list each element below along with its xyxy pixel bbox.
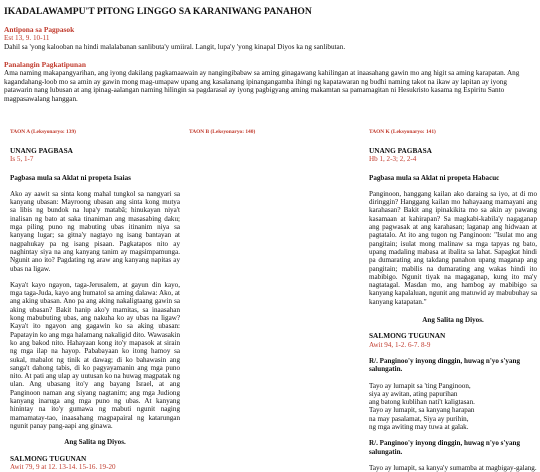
- reading-paragraph: Ako ay aawit sa sinta kong mahal tungkol sa nangyari sa kanyang ubasan: Mayroong ubasan ang sinta kong mutya sa libis ng bundok na lupa'y matabâ; hinukayan niya't inalisan ng bato at saka tinaniman ang masasabing daku; mga piling puno ng mabuting ubas itinanim niya sa kanyang lugar; sa gitna'y nagtayo ng isang bantayan at nagpahukay pa ng isang pisaan. Pagkatapos nito ay naghintay siya na ang kanyang tanim ay magsimpamunga. Ngunit ano ito? Pagdating ng araw ang kanyang napitas ay ubas na ligaw.: [10, 189, 180, 273]
- column-year-a: [10, 129, 180, 471]
- psalm-response: R/. Panginoo'y inyong dinggin, huwag n'yo s'yang salungatin.: [369, 356, 520, 374]
- collect-text: Ama naming makapangyarihan, ang iyong dakilang pagkamaawain ay nangingibabaw sa aming ginagawang kahilingan at inaasahang gawin mo ang higit sa aming karapatan. Ang kagandahang-loob mo sa amin ay gawin mong mag-umapaw upang ang kasalanang ipinangangamba ihingi ng kapatawaran ng budhi naming takot na ikaw ay lapitan ay iyong patawarin nang lubusan at ang ipinag-aalangan naming hilingin sa pagdarasal ay iyong pagbigyang aming makamtan sa pamamagitan ni Hesukristo kasama ng Espiritu Santo magpasawalang hanggan.: [4, 69, 520, 103]
- antiphon-reference: Est 13, 9. 10-11: [4, 34, 50, 42]
- year-label: TAON K (Leksyonaryo: 141): [369, 129, 436, 135]
- psalm-heading: SALMONG TUGUNAN: [369, 331, 446, 341]
- collect-heading: Panalangin Pagkatipunan: [4, 60, 86, 70]
- readings-columns: [4, 129, 537, 472]
- column-year-c: [369, 129, 537, 472]
- antiphon-text: Dahil sa 'yong kalooban na hindi malalabanan sanlibuta'y umiiral. Langit, lupa'y 'yong kinapal Diyos ka ng sanlibutan.: [4, 42, 346, 51]
- antiphon-heading: Antipona sa Pagpasok: [4, 25, 75, 34]
- psalm-reference: Awit 79, 9 at 12. 13-14. 15-16. 19-20: [10, 462, 116, 471]
- reading-subtitle: Pagbasa mula sa Aklat ni propeta Isaias: [10, 173, 131, 182]
- reading-paragraph: Kaya't kayo ngayon, taga-Jerusalem, at gayun din kayo, mga taga-Juda, kayo ang humatol sa aming dalawa: Ako, at ang aking ubasan. Ano pa ang aking nakaligtaang gawin sa aking ubasan? Bakit hanip ako'y mamitas, sa inaasahan kong mabubuting ubas, ang nakuha ko ay ubas na ligaw? Kaya't ito ngayon ang gagawin ko sa aking ubasan: Papatayin ko ang mga halamang nakaligid dito. Wawasakin ko ang bakod nito. Hahayaan kong ito'y mapasok at sirain ng mga ilap na hayop. Pababayaan ko itong hamoy sa sukal, mabalot ng tinik at dawag; di ko bahawasin ang sanga't dahong tabis, di ko pagyayamanin ang mga puno nito. At pati ang ulap ay uutusan ko na huwag magpatak ng ulan. Ang ubasang ito'y ang bayang Israel, at ang Panginoon naman ang siyang nagtanim; ang mga Judiong kanyang inaruga ang mga puno ng ubas. At kanyang hinintay na ito'y gumawa ng mabuti ngunit naging mamamatay-tao, inaasahang magpapairal ng katarungan ngunit panay pang-aapi ang ginawa.: [10, 280, 180, 430]
- reading-paragraph: Panginoon, hanggang kailan ako daraing sa iyo, at di mo diringgin? Hanggang kailan mo hahayaang mamayani ang karahasan? Bakit ang ipinakikita mo sa akin ay pawang kasamaan at kahirapan? Sa magkabi-kabila'y nagaganap ang pagwasak at ang karahasan; laganap ang hidwaan at pagtatalo. At ito ang tugon ng Panginoon: "Isulat mo ang pangitain; isulat mong malinaw sa mga tapyas ng bato, upang madaling mabasa at ibalita sa lahat. Sapagkat hindi pa dumarating ang takdang panahon upang maganap ang pangitain; mabilis na dumarating ang wakas hindi ito mabibigo. Ngunit tiyak na magaganap, kung ito ma'y nagtatagal. Masdan mo, ang hambog ay mabibigo sa kanyang kapalaluan, ngunit ang matuwid ay mabubuhay sa kanyang katapatan.": [369, 189, 537, 306]
- reading-reference: Hb 1, 2-3; 2, 2-4: [369, 155, 417, 164]
- reading-reference: Is 5, 1-7: [10, 155, 34, 164]
- acclamation: Ang Salita ng Diyos.: [422, 316, 484, 325]
- psalm-verse: Tayo ay lumapit sa 'ting Panginoon, siya ay awitan, ating papurihan ang batong kublihan nati't kaligtasan. Tayo ay lumapit, sa kanyang harapan na may pasalamat, Siya ay purihin, ng mga awiting may tuwa at galak.: [369, 381, 475, 432]
- year-label: TAON B (Leksyonaryo: 140): [189, 129, 256, 135]
- acclamation: Ang Salita ng Diyos.: [64, 438, 126, 447]
- column-year-b: [189, 129, 359, 136]
- year-label: TAON A (Leksyonaryo: 139): [10, 129, 76, 135]
- page-title: IKADALAWAMPU'T PITONG LINGGO SA KARANIWANG PANAHON: [4, 6, 312, 17]
- reading-heading: UNANG PAGBASA: [10, 146, 73, 155]
- reading-heading: UNANG PAGBASA: [369, 146, 432, 155]
- psalm-verse: Tayo ay lumapit, sa kanya'y sumamba at magbigay-galang.: [369, 463, 537, 472]
- reading-subtitle: Pagbasa mula sa Aklat ni propeta Habacuc: [369, 173, 500, 182]
- psalm-reference: Awit 94, 1-2. 6-7. 8-9: [369, 340, 431, 349]
- psalm-heading: SALMONG TUGUNAN: [10, 453, 87, 463]
- document-page: [4, 6, 536, 104]
- psalm-response: R/. Panginoo'y inyong dinggin, huwag n'yo s'yang salungatin.: [369, 439, 520, 456]
